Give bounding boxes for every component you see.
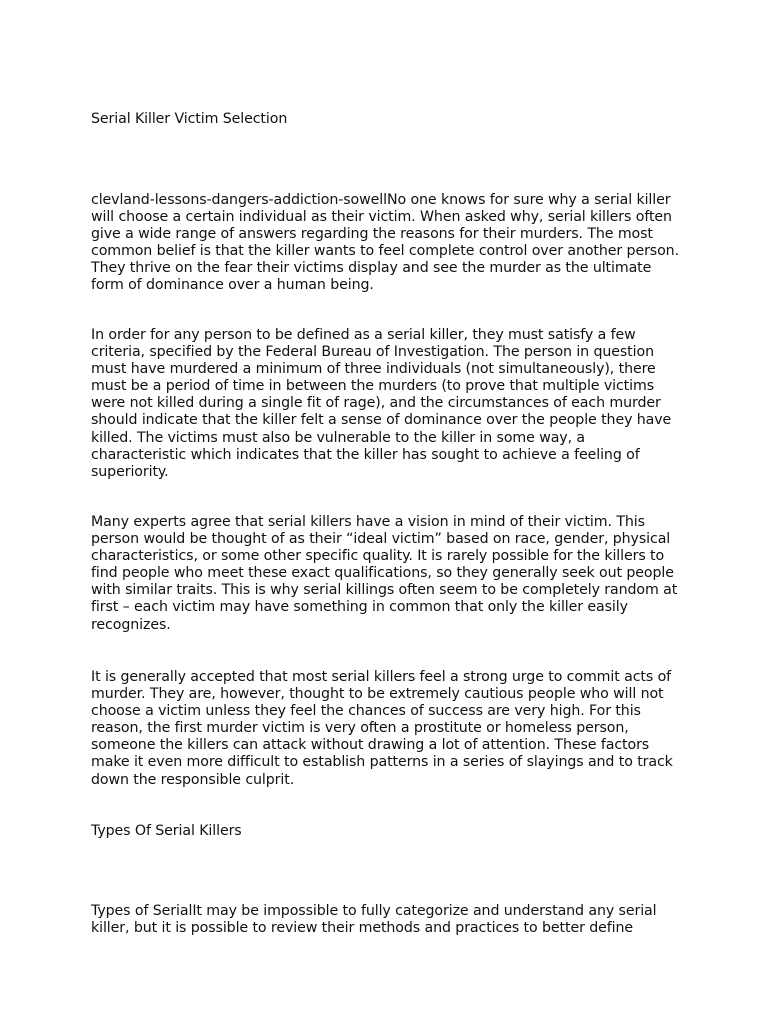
paragraph-fbi-criteria: In order for any person to be defined as a serial killer, they must satisfy a few criteria, specified by the Federal Bureau of Investigation. The person in question must have murdered a minimum of three individuals (not simultaneously), there must be a period of time in between the murders (to prove that multiple victims were not killed during a single fit of rage), and the circumstances of each murder should indicate that the killer felt a sense of dominance over the people they have killed. The victims must also be vulnerable to the killer in some way, a characteristic which indicates that the killer has sought to achieve a feeling of superiority. bbox=[91, 327, 672, 480]
section-heading-types: Types Of Serial Killers bbox=[91, 823, 242, 839]
document-title: Serial Killer Victim Selection bbox=[91, 111, 288, 127]
paragraph-types-intro: Types of SerialIt may be impossible to fully categorize and understand any serial killer, but it is possible to review their methods and practices to better define bbox=[91, 903, 657, 937]
paragraph-urge-to-commit: It is generally accepted that most serial killers feel a strong urge to commit acts of murder. They are, however, thought to be extremely cautious people who will not choose a victim unless they feel the chances of success are very high. For this reason, the first murder victim is very often a prostitute or homeless person, someone the killers can attack without drawing a lot of attention. These factors make it even more difficult to establish patterns in a series of slayings and to track down the responsible culprit. bbox=[91, 669, 673, 788]
paragraph-ideal-victim: Many experts agree that serial killers have a vision in mind of their victim. This person would be thought of as their “ideal victim” based on race, gender, physical characteristics, or some other specific quality. It is rarely possible for the killers to find people who meet these exact qualifications, so they generally seek out people with similar traits. This is why serial killings often seem to be completely random at first – each victim may have something in common that only the killer easily recognizes. bbox=[91, 514, 678, 633]
paragraph-victim-choice: clevland-lessons-dangers-addiction-sowellNo one knows for sure why a serial killer will choose a certain individual as their victim. When asked why, serial killers often give a wide range of answers regarding the reasons for their murders. The most common belief is that the killer wants to feel complete control over another person. They thrive on the fear their victims display and see the murder as the ultimate form of dominance over a human being. bbox=[91, 192, 679, 294]
